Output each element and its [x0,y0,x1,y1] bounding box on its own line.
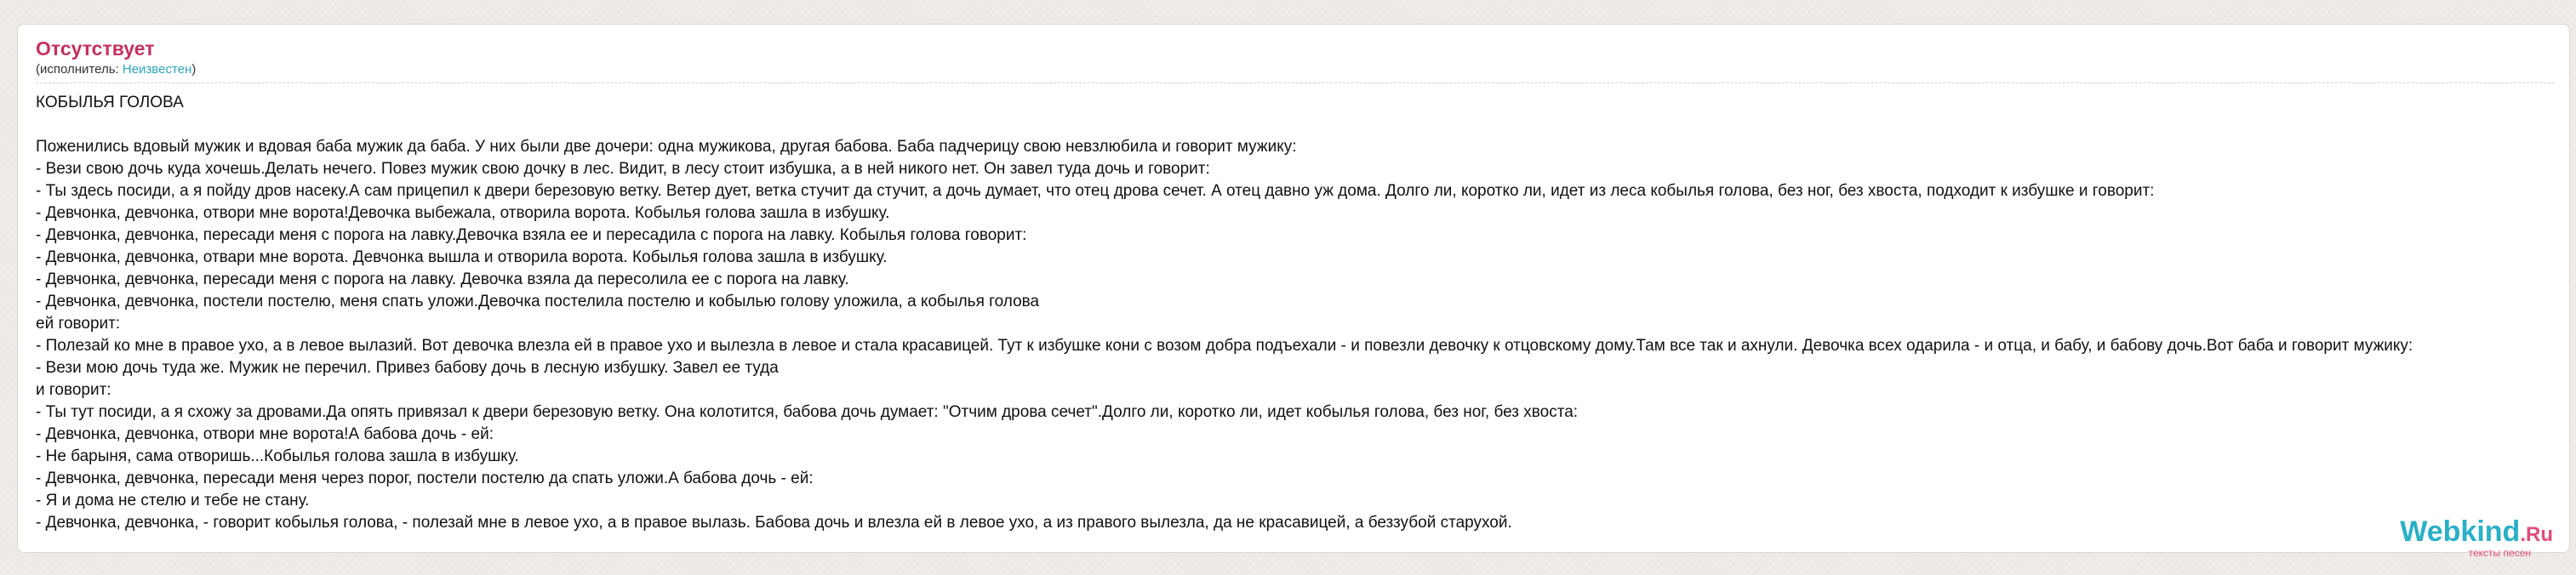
lyric-line: ей говорит: [36,315,121,333]
song-card [17,24,2570,553]
lyric-line: - Девчонка, девчонка, отвори мне ворота!Девочка выбежала, отворила ворота. Кобылья голова зашла в избушку. [36,204,890,222]
lyric-line: - Девчонка, девчонка, отвори мне ворота!А бабова дочь - ей: [36,425,494,443]
lyric-line: - Я и дома не стелю и тебе не стану. [36,492,310,510]
song-title: Отсутствует [36,37,155,60]
lyric-line: КОБЫЛЬЯ ГОЛОВА [36,94,184,111]
lyric-line: - Девчонка, девчонка, отвари мне ворота. Девчонка вышла и отворила ворота. Кобылья голова зашла в избушку. [36,248,888,266]
logo-tld: .Ru [2520,523,2553,546]
logo-text [2400,517,2553,549]
lyric-line: - Девчонка, девчонка, пересади меня с порога на лавку. Девочка взяла да пересолила ее с порога на лавку. [36,270,849,288]
lyric-line: - Ты здесь посиди, а я пойду дров насеку.А сам прицепил к двери березовую ветку. Ветер дует, ветка стучит да стучит, а дочь думает, что отец дрова сечет. А отец давно уж дома. Долго ли, коротко ли, идет из леса кобылья голова, без ног, без хвоста, подходит к избушке и говорит: [36,182,2155,200]
lyric-line: - Ты тут посиди, а я схожу за дровами.Да опять привязал к двери березовую ветку. Она колотится, бабова дочь думает: "Отчим дрова сечет".Долго ли, коротко ли, идет кобылья голова, без ног, без хвоста: [36,403,1579,421]
performer-prefix: (исполнитель: [36,62,123,77]
performer-link[interactable]: Неизвестен [122,62,192,77]
lyric-line: - Девчонка, девчонка, пересади меня с порога на лавку.Девочка взяла ее и пересадила с порога на лавку. Кобылья голова говорит: [36,226,1027,244]
performer-line [36,62,2569,77]
lyric-line: - Вези мою дочь туда же. Мужик не перечил. Привез бабову дочь в лесную избушку. Завел ее туда [36,359,779,377]
site-logo[interactable] [2400,517,2553,558]
lyric-line: и говорит: [36,381,111,399]
logo-word: Webkind [2400,515,2521,548]
lyric-line: - Вези свою дочь куда хочешь.Делать нечего. Повез мужик свою дочку в лес. Видит, в лесу стоит избушка, а в ней никого нет. Он завел туда дочь и говорит: [36,160,1210,178]
lyric-line: - Не барыня, сама отворишь...Кобылья голова зашла в избушку. [36,447,519,465]
lyric-line: - Девчонка, девчонка, - говорит кобылья голова, - полезай мне в левое ухо, а в правое вылазь. Бабова дочь и влезла ей в левое ухо, а из правого вылезла, да не красавицей, а беззубой старухой. [36,514,1512,532]
lyric-line: - Полезай ко мне в правое ухо, а в левое вылазий. Вот девочка влезла ей в правое ухо и вылезла в левое и стала красавицей. Тут к избушке кони с возом добра подъехали - и повезли девочку к отцовскому дому.Там все так и ахнули. Девочка всех одарила - и отца, и бабу, и бабову дочь.Вот баба и говорит мужику: [36,337,2413,355]
logo-tagline: тексты песен [2468,547,2531,559]
lyric-line: - Девчонка, девчонка, постели постелю, меня спать уложи.Девочка постелила постелю и кобылью голову уложила, а кобылья голова [36,293,1040,310]
lyric-line [36,114,2569,136]
performer-suffix: ) [191,62,197,77]
lyric-line: Поженились вдовый мужик и вдовая баба мужик да баба. У них были две дочери: одна мужикова, другая бабова. Баба падчерицу свою невзлюбила и говорит мужику: [36,138,1297,156]
lyrics-body [36,92,2569,534]
lyric-line: - Девчонка, девчонка, пересади меня через порог, постели постелю да спать уложи.А бабова дочь - ей: [36,470,814,487]
